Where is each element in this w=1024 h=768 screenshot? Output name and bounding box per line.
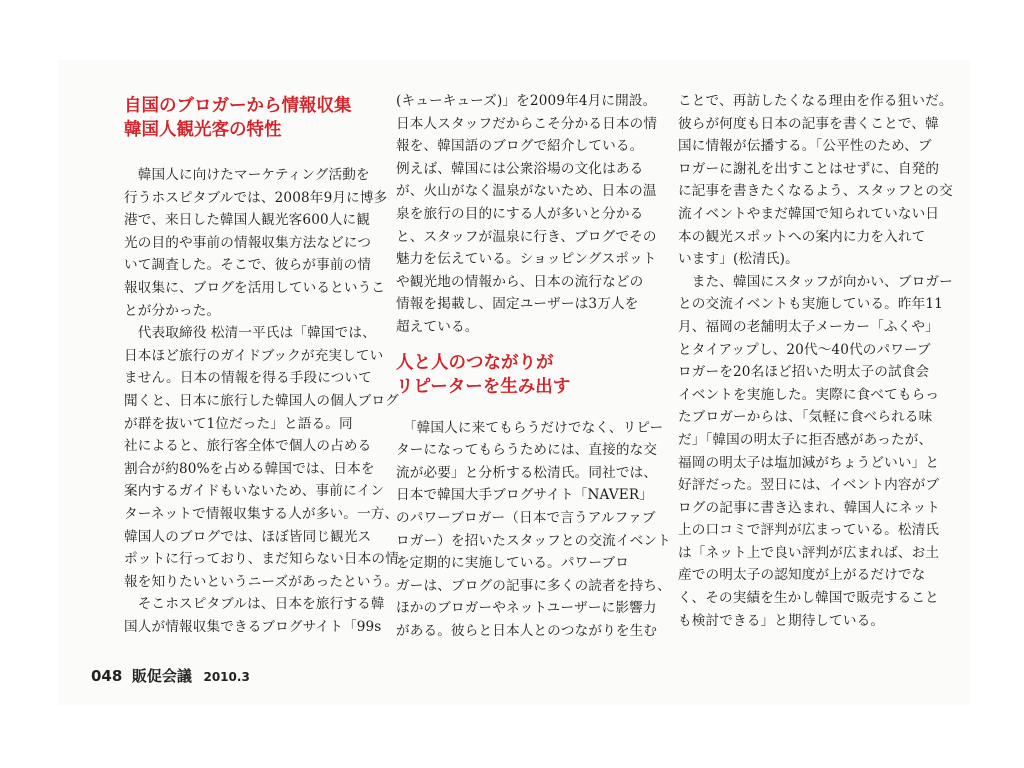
text-line: (キューキューズ)」を2009年4月に開設。: [396, 93, 657, 109]
text-line: 本の観光スポットへの案内に力を入れて: [678, 228, 926, 245]
text-line: 情報を掲載し、固定ユーザーは3万人を: [396, 296, 639, 313]
text-line: ほかのブロガーやネットユーザーに影響力: [396, 600, 657, 617]
text-line: ことで、再訪したくなる理由を作る狙いだ。: [678, 93, 953, 109]
text-line: そこホスピタブルは、日本を旅行する韓: [124, 596, 385, 613]
text-line: 社によると、旅行客全体で個人の占める: [124, 438, 372, 455]
text-line: 超えている。: [396, 318, 479, 335]
text-line: 代表取締役 松清一平氏は「韓国では、: [124, 325, 376, 342]
text-line: ガーは、ブログの記事に多くの読者を持ち、: [396, 577, 671, 594]
text-line: が、火山がなく温泉がないため、日本の温: [396, 183, 657, 200]
text-line: 日本で韓国大手ブログサイト「NAVER」: [396, 487, 653, 504]
text-line: ロガー）を招いたスタッフとの交流イベント: [396, 532, 671, 549]
text-line: がある。彼らと日本人とのつながりを生む: [396, 622, 658, 639]
text-line: たブロガーからは、「気軽に食べられる味: [678, 409, 933, 426]
article-text: [396, 417, 671, 643]
text-line: が群を抜いて1位だった」と語る。同: [124, 415, 353, 432]
text-line: 彼らが何度も日本の記事を書くことで、韓: [678, 115, 939, 132]
article-text: [396, 90, 664, 339]
page-number: 048: [91, 667, 123, 685]
text-line: 国に情報が伝播する。「公平性のため、ブ: [678, 138, 932, 155]
text-line: また、韓国にスタッフが向かい、ブロガー: [678, 273, 953, 290]
text-line: 日本ほど旅行のガイドブックが充実してい: [124, 347, 384, 364]
text-line: 福岡の明太子は塩加減がちょうどいい」と: [678, 454, 940, 471]
text-line: のパワーブロガー（日本で言うアルファブ: [396, 509, 656, 526]
heading-line: 自国のブロガーから情報収集: [124, 96, 352, 116]
text-line: いて調査した。そこで、彼らが事前の情: [124, 257, 372, 274]
text-line: ポットに行っており、まだ知らない日本の情: [124, 551, 399, 568]
text-line: 上の口コミで評判が広まっている。松清氏: [678, 522, 940, 539]
article-text: [124, 164, 399, 638]
text-line: 国人が情報収集できるブログサイト「99s: [124, 618, 382, 635]
text-line: ログの記事に書き込まれ、韓国人にネット: [678, 499, 940, 516]
text-line: 韓国人に向けたマーケティング活動を: [124, 167, 370, 183]
section-heading-2: [396, 351, 664, 399]
text-line: とが分かった。: [124, 302, 221, 319]
text-line: 聞くと、日本に旅行した韓国人の個人ブログ: [124, 392, 399, 409]
text-line: ロガーを20名ほど招いた明太子の試食会: [678, 364, 930, 381]
text-line: 月、福岡の老舗明太子メーカー「ふくや」: [678, 318, 939, 335]
text-line: イベントを実施した。実際に食べてもらっ: [678, 386, 940, 403]
text-line: 流が必要」と分析する松清氏。同社では、: [396, 464, 658, 481]
issue-date: 2010.3: [203, 670, 250, 684]
text-line: を定期的に実施している。パワーブロ: [396, 555, 629, 572]
magazine-title: 販促会議: [131, 667, 192, 685]
text-line: や観光地の情報から、日本の流行などの: [396, 273, 644, 290]
magazine-page: [58, 60, 970, 705]
text-line: ロガーに謝礼を出すことはせずに、自発的: [678, 160, 940, 177]
text-line: 報を、韓国語のブログで紹介している。: [396, 138, 644, 155]
text-line: く、その実績を生かし韓国で販売すること: [678, 590, 939, 607]
text-line: 割合が約80%を占める韓国では、日本を: [124, 460, 375, 477]
text-line: に記事を書きたくなるよう、スタッフとの交: [678, 183, 953, 200]
heading-line: リピーターを生み出す: [396, 376, 571, 397]
text-line: 産での明太子の認知度が上がるだけでな: [678, 567, 926, 584]
text-line: ターになってもらうためには、直接的な交: [396, 442, 658, 459]
text-line: だ」「韓国の明太子に拒否感があったが、: [678, 431, 933, 448]
text-line: 「韓国人に来てもらうだけでなく、リピー: [396, 419, 664, 436]
text-line: 報を知りたいというニーズがあったという。: [124, 573, 399, 590]
section-heading-1: [124, 94, 392, 142]
text-line: 報収集に、ブログを活用しているというこ: [124, 279, 386, 296]
text-line: 港で、来日した韓国人観光客600人に観: [124, 212, 371, 229]
text-line: 案内するガイドもいないため、事前にイン: [124, 483, 385, 500]
heading-line: 人と人のつながりが: [396, 352, 554, 373]
text-line: います」(松清氏)。: [678, 251, 799, 268]
column-3: [678, 90, 953, 632]
article-text: [678, 90, 953, 632]
column-2: [396, 90, 671, 642]
page-footer: [91, 665, 250, 686]
text-line: 好評だった。翌日には、イベント内容がブ: [678, 477, 940, 494]
text-line: とタイアップし、20代～40代のパワーブ: [678, 341, 931, 358]
text-line: も検討できる」と期待している。: [678, 612, 885, 629]
text-line: は「ネット上で良い評判が広まれば、お土: [678, 544, 940, 561]
text-line: 例えば、韓国には公衆浴場の文化はある: [396, 160, 644, 177]
text-line: 韓国人のブログでは、ほぼ皆同じ観光ス: [124, 528, 372, 545]
text-line: 流イベントやまだ韓国で知られていない日: [678, 205, 940, 222]
column-1: [124, 94, 399, 638]
text-line: ターネットで情報収集する人が多い。一方、: [124, 505, 399, 522]
text-line: 日本人スタッフだからこそ分かる日本の情: [396, 115, 658, 132]
text-line: ません。日本の情報を得る手段について: [124, 370, 372, 387]
text-line: 泉を旅行の目的にする人が多いと分かる: [396, 205, 644, 222]
text-line: 魅力を伝えている。ショッピングスポット: [396, 251, 657, 268]
text-line: 行うホスピタブルでは、2008年9月に博多: [124, 189, 388, 206]
text-line: 光の目的や事前の情報収集方法などにつ: [124, 234, 372, 251]
text-line: と、スタッフが温泉に行き、ブログでその: [396, 228, 657, 245]
heading-line: 韓国人観光客の特性: [124, 120, 282, 140]
text-line: との交流イベントも実施している。昨年11: [678, 296, 943, 313]
